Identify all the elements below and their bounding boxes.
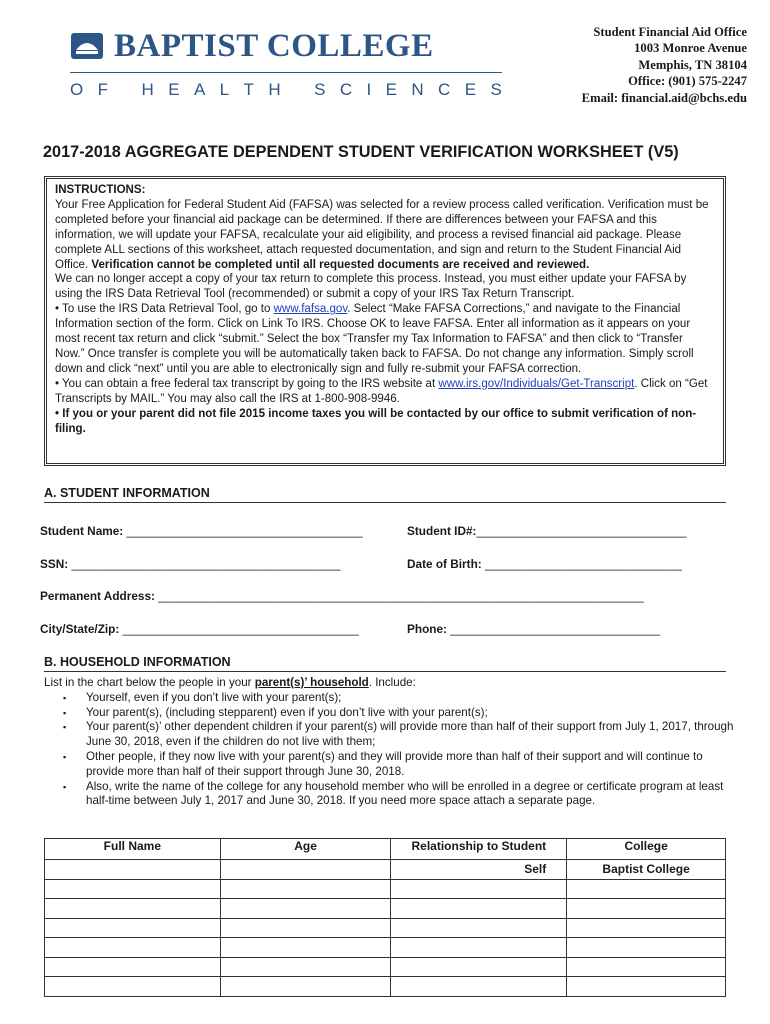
college-subtitle-letter: N (411, 80, 424, 99)
table-cell[interactable] (45, 957, 221, 977)
table-cell[interactable] (391, 899, 567, 919)
irs-transcript-link[interactable]: www.irs.gov/Individuals/Get-Transcript (438, 377, 635, 390)
college-subtitle-letter: S (314, 80, 326, 99)
college-subtitle-letter: I (366, 80, 372, 99)
table-row (45, 899, 726, 919)
college-subtitle-letter: O (70, 80, 84, 99)
section-b-heading: B. HOUSEHOLD INFORMATION (44, 655, 726, 672)
bullet-icon: ▪ (63, 722, 67, 733)
college-subtitle-letter: L (219, 80, 230, 99)
college-subtitle (70, 80, 502, 100)
table-cell[interactable] (45, 899, 221, 919)
list-item: ▪ Your parent(s)’ other dependent children if your parent(s) will provide more than half of their support from July 1, 2017, through June 30, 2018, even if the children do not live with them; (63, 720, 734, 749)
instructions-paragraph: • You can obtain a free federal tax transcript by going to the IRS website at www.irs.gov/Individuals/Get-Transcript. Click on “Get Transcripts by MAIL.” You may also call the IRS at 1-800-908-9946. (55, 377, 708, 405)
table-cell[interactable] (391, 977, 567, 997)
list-item: ▪ Your parent(s), (including stepparent) even if you don’t live with your parent(s); (63, 705, 488, 719)
section-a-heading: A. STUDENT INFORMATION (44, 486, 726, 503)
table-cell[interactable] (567, 977, 726, 997)
college-subtitle-letter: E (385, 80, 397, 99)
table-row (45, 860, 726, 880)
table-cell[interactable] (45, 860, 221, 880)
college-subtitle-letter: E (168, 80, 180, 99)
bullet-icon: ▪ (63, 707, 67, 718)
college-subtitle-letter: A (193, 80, 206, 99)
column-header-relationship: Relationship to Student (391, 839, 567, 860)
college-subtitle-letter: H (268, 80, 281, 99)
table-cell[interactable] (391, 918, 567, 938)
household-intro: List in the chart below the people in your parent(s)’ household. Include: (44, 676, 416, 689)
instructions-paragraph: • To use the IRS Data Retrieval Tool, go to www.fafsa.gov. Select “Make FAFSA Corrections,” and navigate to the Financial Information section of the form. Click on Link To IRS. Choose OK to leave FAFSA. Enter all information as it appears on your most recent tax return and click “submit.” Select the box “Transfer my Tax Information to FAFSA” and then click to “Transfer Now.” Once transfer is complete you will be automatically taken back to FAFSA. Do not change any information. Simply scroll down and click “next” until you are able to electronically sign and fully re-submit your FAFSA correction. (55, 303, 694, 375)
household-instructions (44, 676, 734, 809)
permanent-address-field[interactable]: Permanent Address: __________________________________________________________________________ (40, 589, 644, 603)
table-cell[interactable] (220, 977, 391, 997)
college-subtitle-letter: E (464, 80, 477, 99)
table-cell[interactable] (45, 879, 221, 899)
college-subtitle-letter: C (438, 80, 451, 99)
table-cell[interactable] (220, 879, 391, 899)
office-line: 1003 Monroe Avenue (634, 41, 747, 56)
bullet-icon: ▪ (63, 692, 67, 703)
instructions-heading: INSTRUCTIONS: (55, 184, 146, 196)
table-row (45, 977, 726, 997)
column-header-full-name: Full Name (45, 839, 221, 860)
college-subtitle-letter: S (490, 80, 502, 99)
list-item: ▪ Other people, if they now live with your parent(s) and they will provide more than half of their support and will continue to provide more than half of their support through June 30, 2018. (63, 749, 703, 778)
office-line: Office: (901) 575-2247 (628, 74, 747, 89)
column-header-age: Age (220, 839, 391, 860)
phone-field[interactable]: Phone: ________________________________ (407, 622, 661, 636)
list-item: ▪ Also, write the name of the college for any household member who will be enrolled in a degree or certificate program at least half-time between July 1, 2017 and June 30, 2018. If you need more space attach a separate page. (63, 779, 724, 808)
table-cell[interactable] (567, 957, 726, 977)
table-cell[interactable] (45, 918, 221, 938)
table-cell[interactable] (220, 918, 391, 938)
table-cell[interactable] (567, 899, 726, 919)
column-header-college: College (567, 839, 726, 860)
office-line: Student Financial Aid Office (593, 25, 747, 39)
table-cell[interactable] (391, 957, 567, 977)
table-cell[interactable] (391, 879, 567, 899)
logo-divider (70, 72, 502, 73)
office-address (582, 24, 747, 106)
college-subtitle-letter: T (243, 80, 254, 99)
table-cell[interactable] (220, 957, 391, 977)
instructions-paragraph: Your Free Application for Federal Student Aid (FAFSA) was selected for a review process called verification. Verification must be completed before your financial aid package can be determined. If there are differences between your FAFSA and this information, we will update your FAFSA, recalculate your aid eligibility, and process a revised financial aid package. Please complete ALL sections of this worksheet, attach requested documentation, and sign and return to the Student Financial Aid Office. Verification cannot be completed until all requested documents are received and reviewed. (55, 198, 709, 271)
college-subtitle-letter: H (141, 80, 154, 99)
bullet-icon: ▪ (63, 751, 67, 762)
page-title: 2017-2018 AGGREGATE DEPENDENT STUDENT VERIFICATION WORKSHEET (V5) (43, 143, 679, 161)
student-id-field[interactable]: Student ID#:________________________________ (407, 524, 687, 538)
college-subtitle-letter: F (97, 80, 109, 99)
office-line: Memphis, TN 38104 (638, 57, 747, 72)
instructions-paragraph: We can no longer accept a copy of your tax return to complete this process. Instead, you must either update your FAFSA by using the IRS Data Retrieval Tool (recommended) or submit a copy of your IRS Tax Return Transcript. (55, 273, 687, 301)
college-logo (70, 28, 502, 108)
list-item: ▪ Yourself, even if you don’t live with your parent(s); (63, 690, 342, 704)
date-of-birth-field[interactable]: Date of Birth: ______________________________ (407, 557, 682, 571)
table-cell[interactable] (220, 860, 391, 880)
household-bullet-list (44, 691, 734, 809)
college-name: BAPTIST COLLEGE (114, 28, 434, 64)
ssn-field[interactable]: SSN: _________________________________________ (40, 557, 341, 571)
college-emblem-icon (70, 30, 104, 62)
table-cell[interactable] (220, 899, 391, 919)
non-filing-note: • If you or your parent did not file 2015 income taxes you will be contacted by our office to submit verification of non-filing. (55, 407, 697, 435)
table-row (45, 957, 726, 977)
city-state-zip-field[interactable]: City/State/Zip: ____________________________________ (40, 622, 359, 636)
table-cell[interactable] (567, 938, 726, 958)
college-subtitle-letter (122, 80, 127, 100)
college-subtitle-letter (295, 80, 300, 100)
table-cell[interactable] (220, 938, 391, 958)
college-subtitle-letter: C (339, 80, 353, 99)
household-table (44, 838, 726, 997)
table-cell[interactable] (45, 938, 221, 958)
table-row (45, 879, 726, 899)
table-cell[interactable] (391, 938, 567, 958)
table-header-row (45, 839, 726, 860)
instructions-box (44, 176, 726, 466)
table-cell[interactable]: Self (391, 860, 567, 880)
table-cell[interactable] (45, 977, 221, 997)
fafsa-link[interactable]: www.fafsa.gov (273, 303, 348, 316)
table-row (45, 918, 726, 938)
table-cell[interactable] (567, 918, 726, 938)
office-email: Email: financial.aid@bchs.edu (581, 90, 747, 105)
table-row (45, 938, 726, 958)
table-cell[interactable]: Baptist College (567, 860, 726, 880)
bullet-icon: ▪ (63, 781, 67, 792)
table-cell[interactable] (567, 879, 726, 899)
student-name-field[interactable]: Student Name: ____________________________________ (40, 524, 363, 538)
